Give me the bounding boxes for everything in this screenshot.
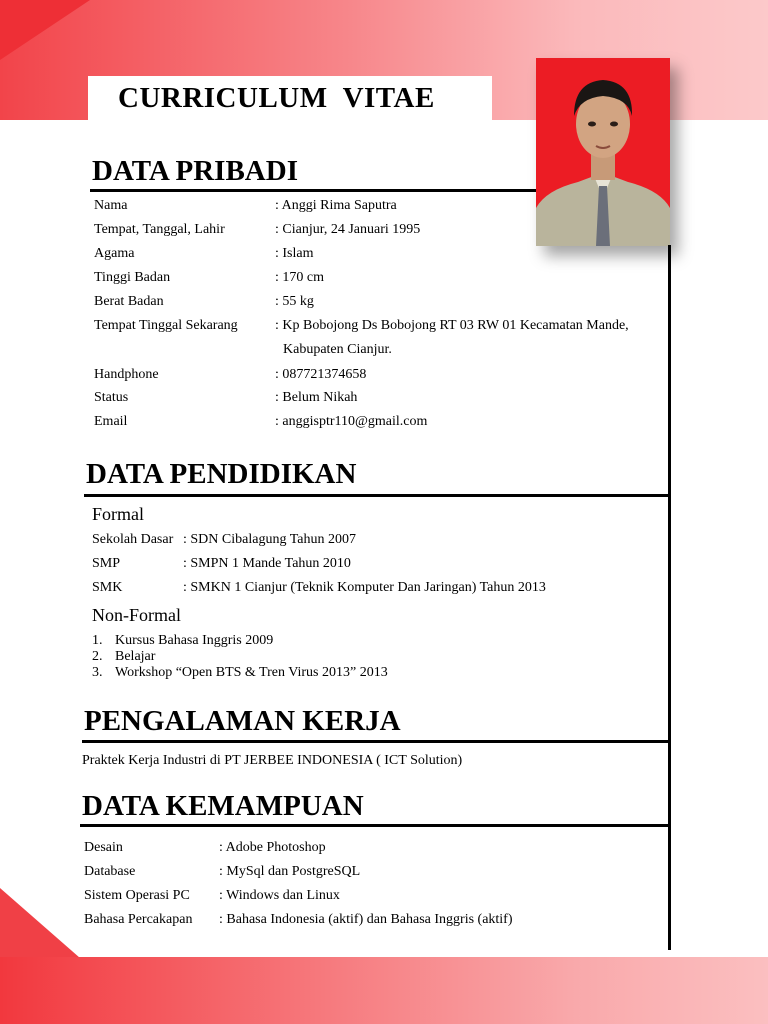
field-value-continued: Kabupaten Cianjur. <box>283 342 392 357</box>
list-item: Belajar <box>115 649 156 664</box>
section-rule <box>82 740 670 743</box>
field-label: Nama <box>94 198 128 213</box>
section-title-pribadi: DATA PRIBADI <box>92 155 298 187</box>
field-value: : Anggi Rima Saputra <box>275 198 397 213</box>
section-rule <box>84 494 670 497</box>
header-corner-accent <box>0 0 90 60</box>
footer-background <box>0 957 768 1024</box>
school-value: : SMPN 1 Mande Tahun 2010 <box>183 556 351 571</box>
section-title-pendidikan: DATA PENDIDIKAN <box>86 458 357 490</box>
list-item: Kursus Bahasa Inggris 2009 <box>115 633 274 648</box>
list-number: 1. <box>92 633 103 648</box>
list-number: 3. <box>92 665 103 680</box>
skill-label: Database <box>84 864 136 879</box>
field-label: Tempat Tinggal Sekarang <box>94 318 238 333</box>
skill-value: : Bahasa Indonesia (aktif) dan Bahasa Inggris (aktif) <box>219 912 513 927</box>
skill-value: : Adobe Photoshop <box>219 840 326 855</box>
skill-label: Bahasa Percakapan <box>84 912 193 927</box>
section-rule <box>90 189 536 192</box>
skill-label: Sistem Operasi PC <box>84 888 190 903</box>
field-label: Status <box>94 390 129 405</box>
field-label: Tempat, Tanggal, Lahir <box>94 222 225 237</box>
school-value: : SMKN 1 Cianjur (Teknik Komputer Dan Jaringan) Tahun 2013 <box>183 580 546 595</box>
skill-value: : MySql dan PostgreSQL <box>219 864 361 879</box>
profile-photo <box>536 58 670 246</box>
footer-corner-accent <box>0 888 80 958</box>
section-title-kemampuan: DATA KEMAMPUAN <box>82 790 364 822</box>
school-label: SMP <box>92 556 121 571</box>
subsection-nonformal: Non-Formal <box>92 605 181 625</box>
right-border-line <box>668 245 671 950</box>
skill-value: : Windows dan Linux <box>219 888 340 903</box>
field-value: : Kp Bobojong Ds Bobojong RT 03 RW 01 Kecamatan Mande, <box>275 318 629 333</box>
school-value: : SDN Cibalagung Tahun 2007 <box>183 532 356 547</box>
field-value: : Islam <box>275 246 314 261</box>
subsection-formal: Formal <box>92 504 144 524</box>
school-label: SMK <box>92 580 123 595</box>
skill-label: Desain <box>84 840 123 855</box>
page-title: CURRICULUM VITAE <box>118 82 435 114</box>
school-label: Sekolah Dasar <box>92 532 174 547</box>
field-label: Berat Badan <box>94 294 164 309</box>
field-label: Handphone <box>94 367 159 382</box>
field-value: : anggisptr110@gmail.com <box>275 414 428 429</box>
field-value: : Belum Nikah <box>275 390 358 405</box>
person-portrait-icon <box>536 58 670 246</box>
section-title-pengalaman: PENGALAMAN KERJA <box>84 705 401 737</box>
field-label: Email <box>94 414 128 429</box>
field-label: Tinggi Badan <box>94 270 171 285</box>
list-item: Workshop “Open BTS & Tren Virus 2013” 2013 <box>115 665 388 680</box>
list-number: 2. <box>92 649 103 664</box>
field-value: : 087721374658 <box>275 367 367 382</box>
experience-text: Praktek Kerja Industri di PT JERBEE INDONESIA ( ICT Solution) <box>82 753 463 768</box>
field-value: : 170 cm <box>275 270 324 285</box>
field-value: : Cianjur, 24 Januari 1995 <box>275 222 421 237</box>
field-label: Agama <box>94 246 135 261</box>
section-rule <box>80 824 670 827</box>
field-value: : 55 kg <box>275 294 314 309</box>
